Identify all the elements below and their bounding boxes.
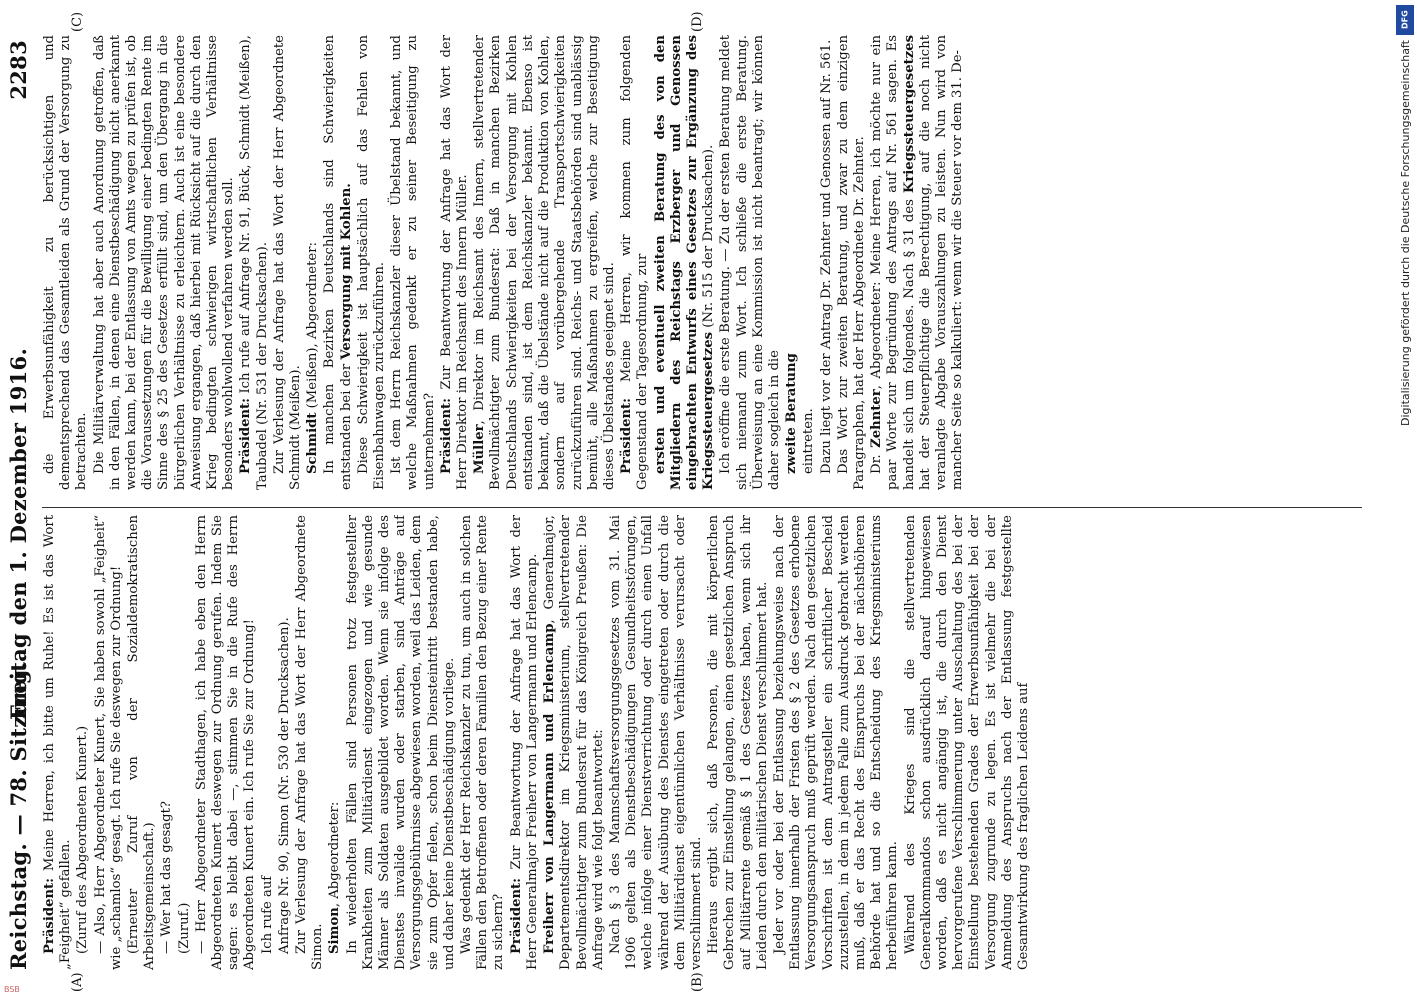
dfg-logo: DFG (1396, 5, 1414, 35)
text-column-left (42, 515, 1367, 970)
paragraph: Zur Verlesung der Anfrage hat das Wort der Herr Abgeordnete Simon. (294, 515, 326, 970)
paragraph: — Also, Herr Abgeordneter Kunert, Sie haben sowohl „Feigheit“ wie „schamlos“ gesagt. Ich rufe Sie deswegen zur Ordnung! (92, 515, 124, 970)
header-date: Freitag den 1. Dezember 1916. (6, 347, 31, 720)
paragraph: Hieraus ergibt sich, daß Personen, die mit körperlichen Gebrechen zur Einstellung gelangen, einen gesetzlichen Anspruch auf Militärrente gemäß § 1 des Gesetzes haben, wenn sich ihr Leiden durch den militärischen Dienst verschlimmert hat. (706, 515, 770, 970)
paragraph: Präsident: Meine Herren, ich bitte um Ruhe! Es ist das Wort „Feigheit“ gefallen. (42, 515, 74, 970)
paragraph: Müller, Direktor im Reichsamt des Innern, stellvertretender Bevollmächtigter zum Bundesrat: Daß in manchen Bezirken Deutschlands Schwierigkeiten bei der Versorgung mit Kohlen entstanden sind, ist dem Reichskanzler bekannt. Ebenso ist bekannt, daß die Übelstände nicht auf die Produktion von Kohlen, sondern auf vorübergehende Transportschwierigkeiten zurückzuführen sind. Reichs- und Staatsbehörden sind unablässig bemüht, alle Maßnahmen zu ergreifen, welche zur Beseitigung dieses Übelstandes geeignet sind. (472, 35, 617, 490)
digitization-note: Digitalisierung gefördert durch die Deutsche Forschungsgemeinschaft (1399, 40, 1412, 426)
margin-mark-c: (C) (70, 11, 85, 32)
text-column-right (42, 35, 1367, 490)
paragraph: Präsident: Ich rufe auf Anfrage Nr. 91, Bück, Schmidt (Meißen), Taubadel (Nr. 531 der Drucksachen). (238, 35, 270, 490)
paragraph: Das Wort zur zweiten Beratung, und zwar zu dem einzigen Paragraphen, hat der Herr Abgeordnete Dr. Zehnter. (835, 35, 867, 490)
paragraph: Nach § 3 des Mannschaftsversorgungsgesetzes vom 31. Mai 1906 gelten als Dienstbeschädigungen Gesundheitsstörungen, welche infolge einer Dienstverrichtung oder durch einen Unfall während der Ausübung des Dienstes eingetreten oder durch die dem Militärdienst eigentümlichen Verhältnisse verursacht oder verschlimmert sind. (607, 515, 704, 970)
header-left: Reichstag. — 78. Sitzung. (6, 661, 31, 970)
paragraph: Ist dem Herrn Reichskanzler dieser Übelstand bekannt, und welche Maßnahmen gedenkt er zu seiner Beseitigung zu unternehmen? (389, 35, 437, 490)
page-number: 2283 (6, 40, 31, 100)
column-divider (42, 507, 1362, 508)
paragraph: Diese Schwierigkeit ist hauptsächlich auf das Fehlen von Eisenbahnwagen zurückzuführen. (355, 35, 388, 490)
paragraph: — Wer hat das gesagt? (159, 801, 175, 954)
paragraph: Präsident: Zur Beantwortung der Anfrage hat das Wort der Herr Generalmajor Freiherr von Langermann und Erlencamp. (508, 515, 540, 970)
paragraph: Jeder vor oder bei der Entlassung beziehungsweise nach der Entlassung innerhalb der Fristen des § 2 des Gesetzes erhobene Versorgungsanspruch muß geprüft werden. Nach den gesetzlichen Vorschriften ist dem Antragsteller ein schriftlicher Bescheid zuzustellen, in dem in jedem Falle zum Ausdruck gebracht werden muß, daß er das Recht des Einspruchs bei der nächsthöheren Behörde hat und so die Entscheidung des Kriegsministeriums herbeiführen kann. (771, 515, 901, 970)
margin-mark-b: (B) (690, 972, 705, 992)
paragraph: zweite Beratung (784, 353, 800, 474)
paragraph: die Erwerbsunfähigkeit zu berücksichtigen und dementsprechend das Gesamtleiden als Grund der Versorgung zu betrachten. (42, 35, 90, 490)
paragraph: Ich eröffne die erste Beratung. — Zu der ersten Beratung meldet sich niemand zum Wort. Ich schließe die erste Beratung. Überweisung an eine Kommission ist nicht beantragt; wir können daher sogleich in die (718, 35, 782, 490)
paragraph: Anfrage Nr. 90, Simon (Nr. 530 der Drucksachen). (276, 617, 292, 954)
paragraph: Dazu liegt vor der Antrag Dr. Zehnter und Genossen auf Nr. 561. (818, 39, 834, 474)
paragraph: Dr. Zehnter, Abgeordneter: Meine Herren, ich möchte nur ein paar Worte zur Begründung des Antrags auf Nr. 561 sagen. Es handelt sich um folgendes. Nach § 31 des Kriegssteuergesetzes hat der Steuerpflichtige die Berechtigung, auf die noch nicht veranlagte Abgabe Vorauszahlungen zu leisten. Nun wird von mancher Seite so kalkuliert: wenn wir die Steuer vor dem 31. De- (869, 35, 966, 490)
paragraph: Was gedenkt der Herr Reichskanzler zu tun, um auch in solchen Fällen den Betroffenen oder deren Familien den Bezug einer Rente zu sichern? (459, 515, 507, 970)
paragraph: — Herr Abgeordneter Stadthagen, ich habe eben den Herrn Abgeordneten Kunert deswegen zur Ordnung gerufen. Indem Sie sagen: es bleibt dabei —, stimmen Sie in die Rufe des Herrn Abgeordneten Kunert ein. Ich rufe Sie zur Ordnung! (193, 515, 258, 970)
paragraph: (Zuruf.) (176, 902, 192, 954)
paragraph: Simon, Abgeordneter: (327, 801, 343, 954)
paragraph: Die Militärverwaltung hat aber auch Anordnung getroffen, daß in den Fällen, in denen eine Dienstbeschädigung nicht anerkannt werden kann, bei der Entlassung von Amts wegen zu prüfen ist, ob die Voraussetzungen für die Bewilligung einer bedingten Rente im Sinne des § 25 des Gesetzes erfüllt sind, um den Übergang in die bürgerlichen Verhältnisse zu erleichtern. Auch ist eine besondere Anweisung ergangen, daß hierbei mit Rücksicht auf die durch den Krieg bedingten schwierigen wirtschaftlichen Verhältnisse besonders wohlwollend verfahren werden soll. (91, 35, 237, 490)
paragraph: Schmidt (Meißen), Abgeordneter: (305, 242, 321, 474)
paragraph: (Erneuter Zuruf von der Sozialdemokratischen Arbeitsgemeinschaft.) (126, 515, 158, 970)
paragraph: Während des Krieges sind die stellvertretenden Generalkommandos schon ausdrücklich darauf hingewiesen worden, daß es nicht angängig ist, die durch den Dienst hervorgerufene Verschlimmerung unter Ausschaltung des bei der Einstellung bestehenden Grades der Erwerbsunfähigkeit bei der Versorgung zugrunde zu legen. Es ist vielmehr die bei der Anmeldung des Anspruchs nach der Entlassung festgestellte Gesamtwirkung des fraglichen Leidens auf (902, 515, 1031, 970)
paragraph: Präsident: Meine Herren, wir kommen zum folgenden Gegenstand der Tagesordnung, zur (619, 35, 651, 490)
paragraph: eintreten. (801, 408, 817, 474)
paragraph: (Zuruf des Abgeordneten Kunert.) (75, 725, 91, 954)
margin-mark-a: (A) (70, 972, 85, 992)
paragraph: In manchen Bezirken Deutschlands sind Schwierigkeiten entstanden bei der Versorgung mit Kohlen. (322, 35, 354, 490)
page-header (2, 40, 36, 970)
paragraph: Präsident: Zur Beantwortung der Anfrage hat das Wort der Herr Direktor im Reichsamt des Innern Müller. (438, 35, 471, 490)
margin-mark-d: (D) (690, 11, 705, 32)
paragraph: ersten und eventuell zweiten Beratung des von den Mitgliedern des Reichstags Erzberger und Genossen eingebrachten Entwurfs eines Gesetzes zur Ergänzung des Kriegssteuergesetzes (Nr. 515 der Drucksachen). (652, 35, 717, 490)
library-stamp: BSB (4, 985, 20, 994)
paragraph: Ich rufe auf (259, 875, 275, 954)
paragraph: Freiherr von Langermann und Erlencamp, Generalmajor, Departementsdirektor im Kriegsministerium, stellvertretender Bevollmächtigter zum Bundesrat für das Königreich Preußen: Die Anfrage wird wie folgt beantwortet: (542, 515, 606, 970)
paragraph: Zur Verlesung der Anfrage hat das Wort der Herr Abgeordnete Schmidt (Meißen). (271, 35, 304, 490)
paragraph: In wiederholten Fällen sind Personen trotz festgestellter Krankheiten zum Militärdienst eingezogen und wie gesunde Männer als Soldaten ausgebildet worden. Wenn sie infolge des Dienstes invalide wurden oder starben, sind Anträge auf Versorgungsgebührnisse abgewiesen worden, weil das Leiden, dem sie zum Opfer fielen, schon beim Diensteintritt bestanden habe, und daher keine Dienstbeschädigung vorliege. (344, 515, 457, 970)
